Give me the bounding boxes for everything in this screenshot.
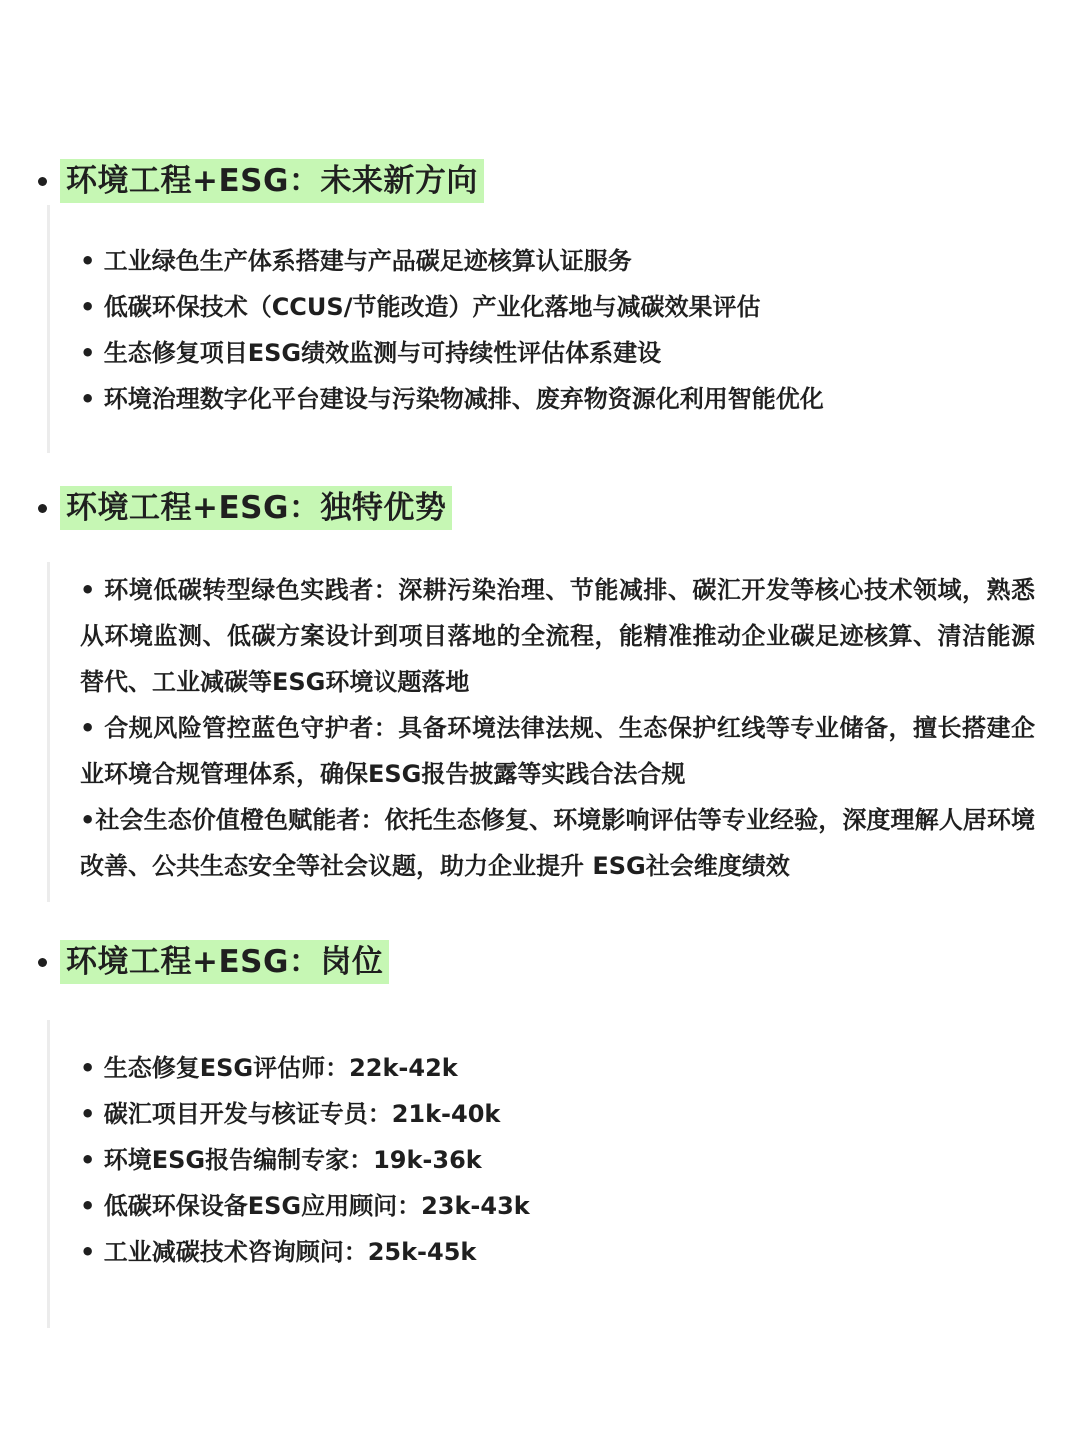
bullet-icon	[38, 504, 47, 513]
section-rail	[47, 562, 50, 902]
section-heading	[38, 486, 452, 530]
section-list	[80, 238, 1040, 422]
list-item: • 环境ESG报告编制专家：19k-36k	[80, 1146, 482, 1174]
list-item: • 工业绿色生产体系搭建与产品碳足迹核算认证服务	[80, 247, 632, 275]
list-item: • 环境低碳转型绿色实践者：深耕污染治理、节能减排、碳汇开发等核心技术领域，熟悉从环境监测、低碳方案设计到项目落地的全流程，能精准推动企业碳足迹核算、清洁能源替代、工业减碳等ESG环境议题落地	[80, 576, 1035, 696]
list-item: • 碳汇项目开发与核证专员：21k-40k	[80, 1100, 501, 1128]
section-list	[80, 567, 1035, 889]
list-item: • 环境治理数字化平台建设与污染物减排、废弃物资源化利用智能优化	[80, 385, 824, 413]
list-item: • 合规风险管控蓝色守护者：具备环境法律法规、生态保护红线等专业储备，擅长搭建企业环境合规管理体系，确保ESG报告披露等实践合法合规	[80, 714, 1035, 788]
list-item: • 工业减碳技术咨询顾问：25k-45k	[80, 1238, 477, 1266]
bullet-icon	[38, 177, 47, 186]
section-rail	[47, 1020, 50, 1328]
list-item: • 生态修复项目ESG绩效监测与可持续性评估体系建设	[80, 339, 662, 367]
section-title: 环境工程+ESG：岗位	[60, 940, 389, 984]
section-heading	[38, 940, 389, 984]
list-item: • 生态修复ESG评估师：22k-42k	[80, 1054, 458, 1082]
list-item: •社会生态价值橙色赋能者：依托生态修复、环境影响评估等专业经验，深度理解人居环境改善、公共生态安全等社会议题，助力企业提升 ESG社会维度绩效	[80, 806, 1035, 880]
section-heading	[38, 159, 484, 203]
section-list	[80, 1045, 1040, 1275]
list-item: • 低碳环保技术（CCUS/节能改造）产业化落地与减碳效果评估	[80, 293, 761, 321]
bullet-icon	[38, 958, 47, 967]
section-rail	[47, 205, 50, 453]
list-item: • 低碳环保设备ESG应用顾问：23k-43k	[80, 1192, 530, 1220]
section-title: 环境工程+ESG：未来新方向	[60, 159, 484, 203]
section-title: 环境工程+ESG：独特优势	[60, 486, 452, 530]
